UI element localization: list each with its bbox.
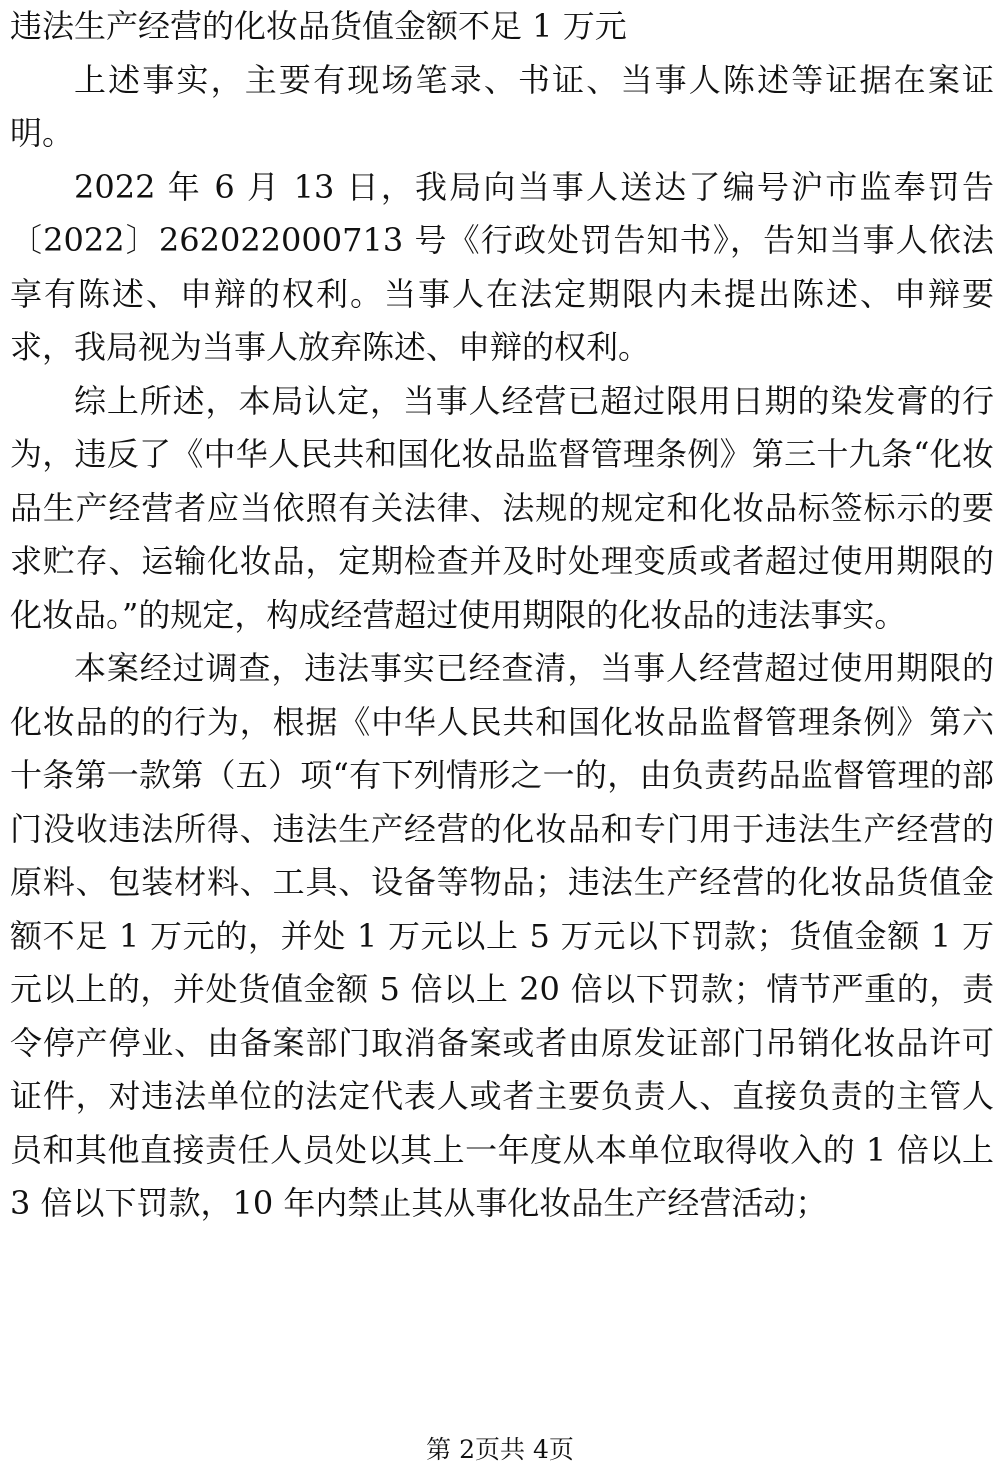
page-number-footer: 第 2页共 4页 — [426, 1435, 574, 1464]
paragraph-notice: 2022 年 6 月 13 日，我局向当事人送达了编号沪市监奉罚告〔2022〕262022000713 号《行政处罚告知书》，告知当事人依法享有陈述、申辩的权利。当事人在法定期限内未提出陈述、申辩要求，我局视为当事人放弃陈述、申辩的权利。 — [10, 167, 994, 366]
paragraph-continuation: 违法生产经营的化妆品货值金额不足 1 万元 — [10, 7, 627, 45]
paragraph-evidence: 上述事实，主要有现场笔录、书证、当事人陈述等证据在案证明。 — [10, 60, 994, 152]
paragraph-legal-basis: 本案经过调查，违法事实已经查清，当事人经营超过使用期限的化妆品的的行为，根据《中华人民共和国化妆品监督管理条例》第六十条第一款第（五）项“有下列情形之一的，由负责药品监督管理的部门没收违法所得、违法生产经营的化妆品和专门用于违法生产经营的原料、包装材料、工具、设备等物品；违法生产经营的化妆品货值金额不足 1 万元的，并处 1 万元以上 5 万元以下罚款；货值金额 1 万元以上的，并处货值金额 5 倍以上 20 倍以下罚款；情节严重的，责令停产停业、由备案部门取消备案或者由原发证部门吊销化妆品许可证件，对违法单位的法定代表人或者主要负责人、直接负责的主管人员和其他直接责任人员处以其上一年度从本单位取得收入的 1 倍以上 3 倍以下罚款，10 年内禁止其从事化妆品生产经营活动； — [10, 649, 994, 1222]
paragraph-conclusion: 综上所述，本局认定，当事人经营已超过限用日期的染发膏的行为，违反了《中华人民共和国化妆品监督管理条例》第三十九条“化妆品生产经营者应当依照有关法律、法规的规定和化妆品标签标示的要求贮存、运输化妆品，定期检查并及时处理变质或者超过使用期限的化妆品。”的规定，构成经营超过使用期限的化妆品的违法事实。 — [10, 381, 994, 634]
document-body — [10, 0, 994, 1231]
